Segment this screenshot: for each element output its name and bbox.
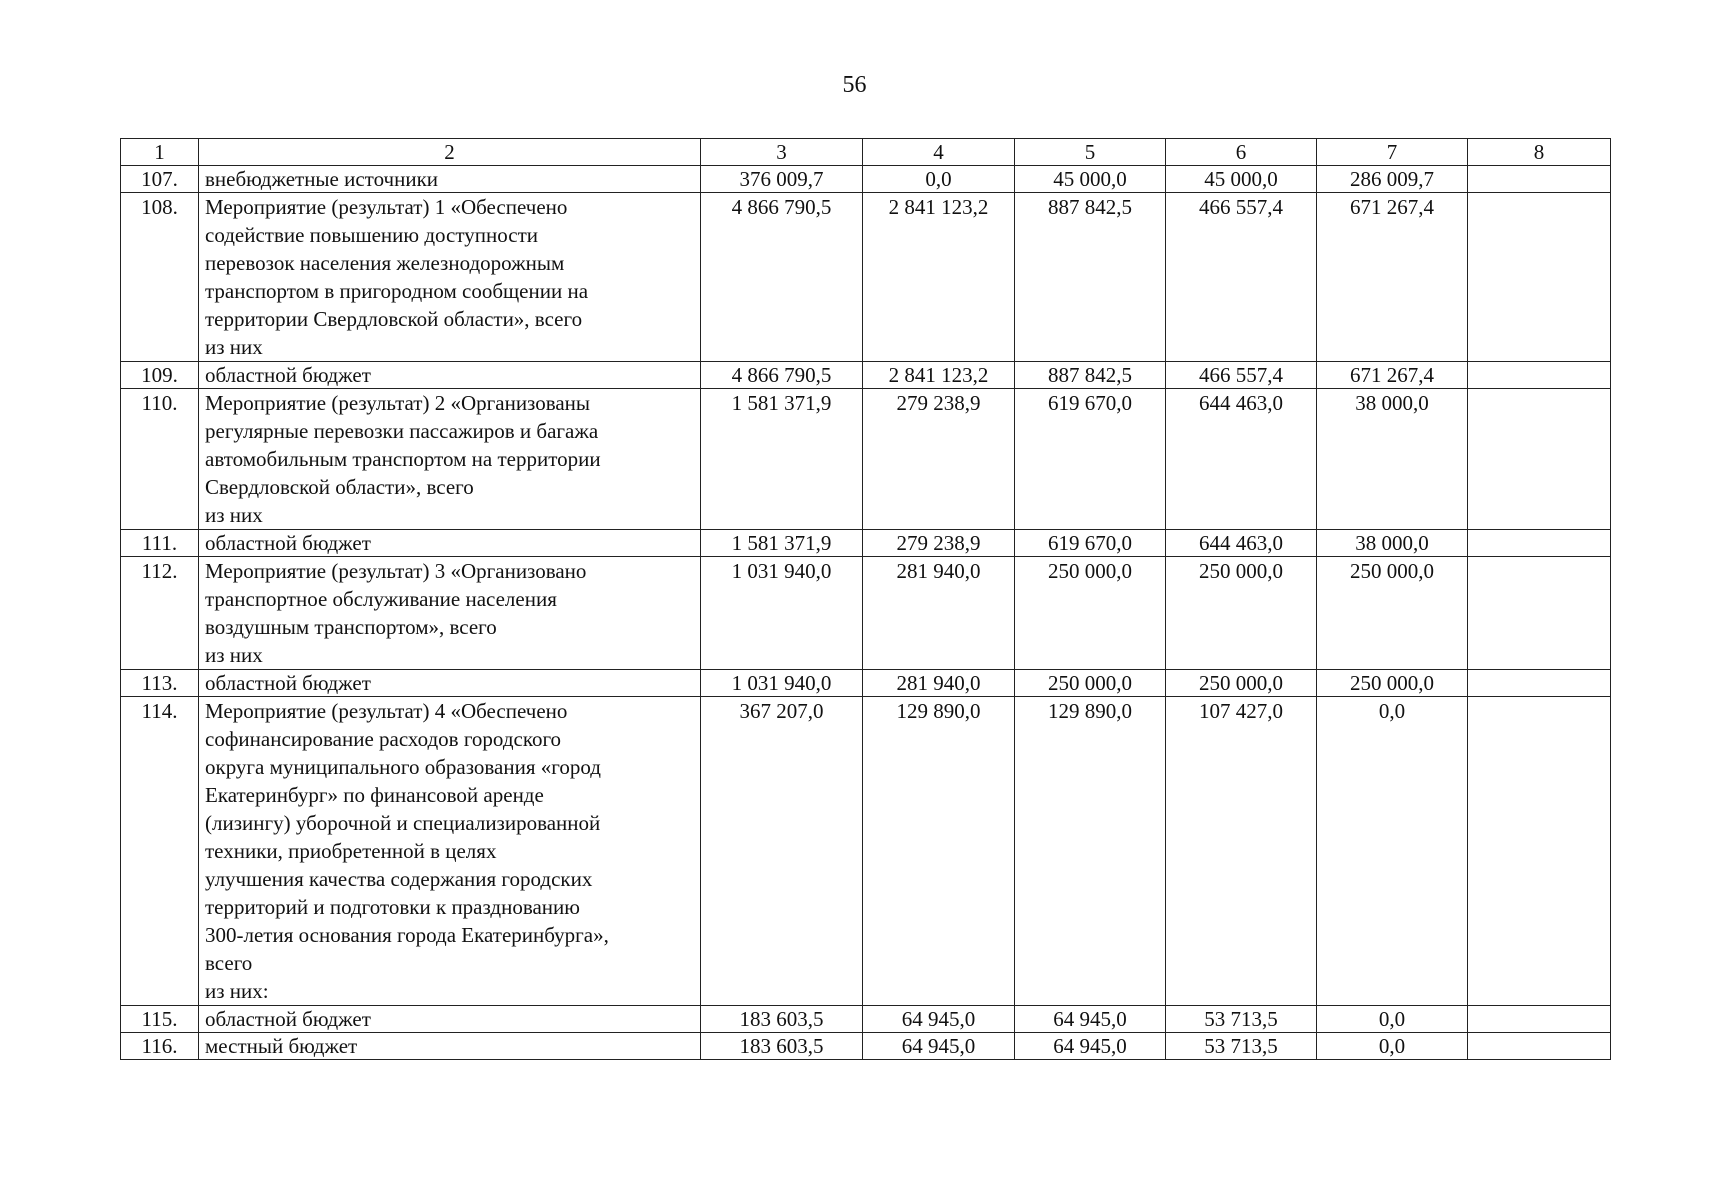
row-description xyxy=(199,362,701,389)
description-line: из них: xyxy=(205,979,269,1003)
description-line: Екатеринбург» по финансовой аренде xyxy=(205,783,544,807)
row-number: 110. xyxy=(121,389,199,530)
description-line: транспортом в пригородном сообщении на xyxy=(205,279,589,303)
value-cell-col-7: 671 267,4 xyxy=(1317,362,1468,389)
table-row xyxy=(121,193,1611,362)
value-cell-col-6: 250 000,0 xyxy=(1166,670,1317,697)
row-description xyxy=(199,389,701,530)
column-header: 4 xyxy=(863,139,1015,166)
column-header: 7 xyxy=(1317,139,1468,166)
value-cell-col-6: 466 557,4 xyxy=(1166,193,1317,362)
table-row xyxy=(121,1033,1611,1060)
table-row xyxy=(121,1006,1611,1033)
value-cell-col-6: 53 713,5 xyxy=(1166,1006,1317,1033)
description-line: Свердловской области», всего xyxy=(205,475,474,499)
value-cell-col-4: 2 841 123,2 xyxy=(863,362,1015,389)
description-line: автомобильным транспортом на территории xyxy=(205,447,601,471)
column-header: 8 xyxy=(1468,139,1611,166)
value-cell-col-3: 1 581 371,9 xyxy=(701,530,863,557)
value-cell-col-8 xyxy=(1468,362,1611,389)
value-cell-col-5: 45 000,0 xyxy=(1015,166,1166,193)
value-cell-col-7: 38 000,0 xyxy=(1317,530,1468,557)
value-cell-col-3: 1 031 940,0 xyxy=(701,557,863,670)
description-line: перевозок населения железнодорожным xyxy=(205,251,565,275)
row-number: 115. xyxy=(121,1006,199,1033)
value-cell-col-8 xyxy=(1468,166,1611,193)
description-line: Мероприятие (результат) 3 «Организовано xyxy=(205,559,587,583)
row-number: 112. xyxy=(121,557,199,670)
value-cell-col-6: 466 557,4 xyxy=(1166,362,1317,389)
value-cell-col-7: 0,0 xyxy=(1317,697,1468,1006)
value-cell-col-7: 0,0 xyxy=(1317,1033,1468,1060)
value-cell-col-3: 376 009,7 xyxy=(701,166,863,193)
value-cell-col-6: 644 463,0 xyxy=(1166,389,1317,530)
column-number-row xyxy=(121,139,1611,166)
value-cell-col-3: 1 031 940,0 xyxy=(701,670,863,697)
description-line: областной бюджет xyxy=(205,363,371,387)
row-number: 108. xyxy=(121,193,199,362)
value-cell-col-7: 250 000,0 xyxy=(1317,557,1468,670)
description-line: (лизингу) уборочной и специализированной xyxy=(205,811,601,835)
table-row xyxy=(121,557,1611,670)
column-header: 1 xyxy=(121,139,199,166)
row-number: 109. xyxy=(121,362,199,389)
value-cell-col-4: 0,0 xyxy=(863,166,1015,193)
description-line: содействие повышению доступности xyxy=(205,223,539,247)
value-cell-col-8 xyxy=(1468,389,1611,530)
column-header: 5 xyxy=(1015,139,1166,166)
description-line: из них xyxy=(205,643,263,667)
value-cell-col-6: 250 000,0 xyxy=(1166,557,1317,670)
value-cell-col-6: 53 713,5 xyxy=(1166,1033,1317,1060)
description-line: регулярные перевозки пассажиров и багажа xyxy=(205,419,599,443)
value-cell-col-5: 129 890,0 xyxy=(1015,697,1166,1006)
description-line: областной бюджет xyxy=(205,531,371,555)
row-description xyxy=(199,697,701,1006)
value-cell-col-8 xyxy=(1468,670,1611,697)
description-line: местный бюджет xyxy=(205,1034,358,1058)
row-number: 113. xyxy=(121,670,199,697)
value-cell-col-7: 250 000,0 xyxy=(1317,670,1468,697)
table-row xyxy=(121,362,1611,389)
value-cell-col-8 xyxy=(1468,530,1611,557)
description-line: из них xyxy=(205,335,263,359)
value-cell-col-7: 286 009,7 xyxy=(1317,166,1468,193)
value-cell-col-3: 183 603,5 xyxy=(701,1006,863,1033)
table-row xyxy=(121,697,1611,1006)
description-line: областной бюджет xyxy=(205,1007,371,1031)
row-description xyxy=(199,530,701,557)
description-line: Мероприятие (результат) 1 «Обеспечено xyxy=(205,195,568,219)
value-cell-col-3: 183 603,5 xyxy=(701,1033,863,1060)
description-line: улучшения качества содержания городских xyxy=(205,867,593,891)
description-line: округа муниципального образования «город xyxy=(205,755,601,779)
row-number: 116. xyxy=(121,1033,199,1060)
table-row xyxy=(121,530,1611,557)
value-cell-col-5: 64 945,0 xyxy=(1015,1006,1166,1033)
row-number: 114. xyxy=(121,697,199,1006)
budget-table xyxy=(120,138,1611,1060)
row-number: 107. xyxy=(121,166,199,193)
value-cell-col-8 xyxy=(1468,697,1611,1006)
description-line: техники, приобретенной в целях xyxy=(205,839,497,863)
value-cell-col-4: 281 940,0 xyxy=(863,557,1015,670)
value-cell-col-7: 38 000,0 xyxy=(1317,389,1468,530)
description-line: Мероприятие (результат) 2 «Организованы xyxy=(205,391,591,415)
value-cell-col-8 xyxy=(1468,1006,1611,1033)
value-cell-col-5: 64 945,0 xyxy=(1015,1033,1166,1060)
description-line: всего xyxy=(205,951,253,975)
value-cell-col-3: 367 207,0 xyxy=(701,697,863,1006)
row-description xyxy=(199,557,701,670)
row-description xyxy=(199,670,701,697)
value-cell-col-4: 281 940,0 xyxy=(863,670,1015,697)
value-cell-col-4: 129 890,0 xyxy=(863,697,1015,1006)
value-cell-col-7: 671 267,4 xyxy=(1317,193,1468,362)
description-line: софинансирование расходов городского xyxy=(205,727,562,751)
value-cell-col-3: 1 581 371,9 xyxy=(701,389,863,530)
description-line: территорий и подготовки к празднованию xyxy=(205,895,580,919)
description-line: 300-летия основания города Екатеринбурга», xyxy=(205,923,609,947)
value-cell-col-8 xyxy=(1468,1033,1611,1060)
description-line: из них xyxy=(205,503,263,527)
value-cell-col-5: 887 842,5 xyxy=(1015,193,1166,362)
description-line: внебюджетные источники xyxy=(205,167,439,191)
value-cell-col-5: 250 000,0 xyxy=(1015,670,1166,697)
description-line: областной бюджет xyxy=(205,671,371,695)
value-cell-col-4: 64 945,0 xyxy=(863,1033,1015,1060)
column-header: 6 xyxy=(1166,139,1317,166)
value-cell-col-5: 250 000,0 xyxy=(1015,557,1166,670)
description-line: транспортное обслуживание населения xyxy=(205,587,557,611)
value-cell-col-6: 644 463,0 xyxy=(1166,530,1317,557)
description-line: территории Свердловской области», всего xyxy=(205,307,583,331)
row-description xyxy=(199,1033,701,1060)
description-line: Мероприятие (результат) 4 «Обеспечено xyxy=(205,699,568,723)
value-cell-col-5: 887 842,5 xyxy=(1015,362,1166,389)
value-cell-col-8 xyxy=(1468,193,1611,362)
value-cell-col-6: 107 427,0 xyxy=(1166,697,1317,1006)
value-cell-col-8 xyxy=(1468,557,1611,670)
page-number: 56 xyxy=(842,72,867,98)
value-cell-col-4: 64 945,0 xyxy=(863,1006,1015,1033)
value-cell-col-3: 4 866 790,5 xyxy=(701,193,863,362)
row-description xyxy=(199,193,701,362)
column-header: 3 xyxy=(701,139,863,166)
table-row xyxy=(121,389,1611,530)
column-header: 2 xyxy=(199,139,701,166)
row-description xyxy=(199,166,701,193)
value-cell-col-6: 45 000,0 xyxy=(1166,166,1317,193)
value-cell-col-7: 0,0 xyxy=(1317,1006,1468,1033)
value-cell-col-4: 2 841 123,2 xyxy=(863,193,1015,362)
description-line: воздушным транспортом», всего xyxy=(205,615,497,639)
row-description xyxy=(199,1006,701,1033)
value-cell-col-3: 4 866 790,5 xyxy=(701,362,863,389)
value-cell-col-5: 619 670,0 xyxy=(1015,530,1166,557)
row-number: 111. xyxy=(121,530,199,557)
table-row xyxy=(121,670,1611,697)
value-cell-col-5: 619 670,0 xyxy=(1015,389,1166,530)
table-body xyxy=(121,166,1611,1060)
table-row xyxy=(121,166,1611,193)
value-cell-col-4: 279 238,9 xyxy=(863,389,1015,530)
value-cell-col-4: 279 238,9 xyxy=(863,530,1015,557)
